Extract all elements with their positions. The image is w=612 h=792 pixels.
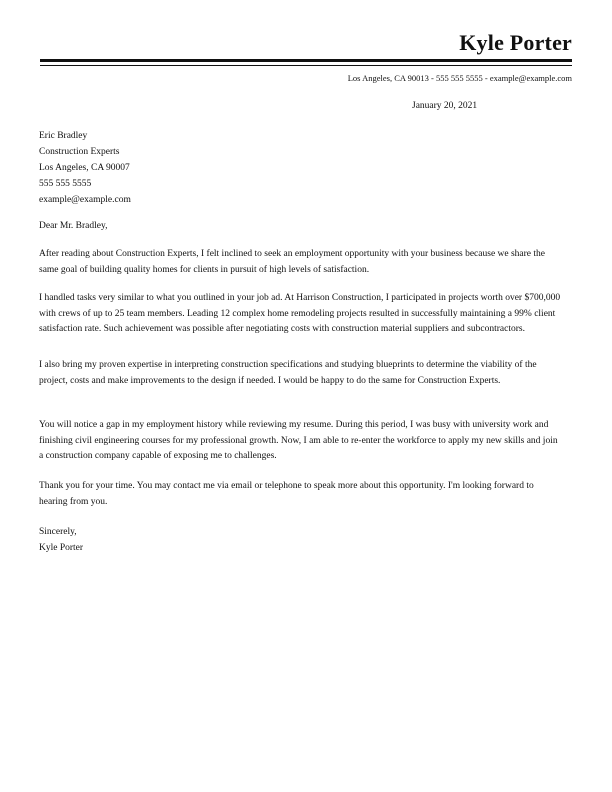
sender-name: Kyle Porter (459, 30, 572, 55)
recipient-email: example@example.com (39, 195, 131, 205)
recipient-phone: 555 555 5555 (39, 179, 92, 189)
recipient-company: Construction Experts (39, 147, 120, 157)
recipient-city: Los Angeles, CA 90007 (39, 163, 130, 173)
closing-block (39, 524, 83, 556)
valediction: Sincerely, (39, 527, 77, 537)
letter-date: January 20, 2021 (412, 101, 478, 111)
recipient-name: Eric Bradley (39, 131, 88, 141)
paragraph-expertise: I also bring my proven expertise in interpreting construction specifications and studying blueprints to determine the viability of the project, costs and make improvements to the design if needed. I would be happy to do the same for Construction Experts. (39, 360, 537, 386)
signature-name: Kyle Porter (39, 543, 84, 553)
greeting: Dear Mr. Bradley, (39, 221, 108, 231)
paragraph-thanks: Thank you for your time. You may contact me via email or telephone to speak more about this opportunity. I'm looking forward to hearing from you. (39, 481, 534, 507)
header-rule-thick (40, 59, 572, 62)
recipient-block (39, 128, 131, 208)
paragraph-experience: I handled tasks very similar to what you outlined in your job ad. At Harrison Construction, I participated in projects worth over $700,000 with crews of up to 25 team members. Leading 12 complex home remodeling projects resulted in successfully maintaining a 99% client satisfaction rate. Such achievement was possible after negotiating costs with construction material suppliers and subcontractors. (39, 293, 561, 334)
paragraph-employment-gap: You will notice a gap in my employment history while reviewing my resume. During this period, I was busy with university work and finishing civil engineering courses for my professional growth. Now, I am able to re-enter the workforce to apply my new skills and join a construction company capable of exposing me to challenges. (39, 420, 558, 461)
paragraph-intro: After reading about Construction Experts, I felt inclined to seek an employment opportunity with your business because we share the same goal of building quality homes for clients in pursuit of high levels of satisfaction. (39, 249, 546, 275)
header-rule-thin (40, 65, 572, 66)
sender-contact-line: Los Angeles, CA 90013 - 555 555 5555 - example@example.com (347, 73, 572, 83)
